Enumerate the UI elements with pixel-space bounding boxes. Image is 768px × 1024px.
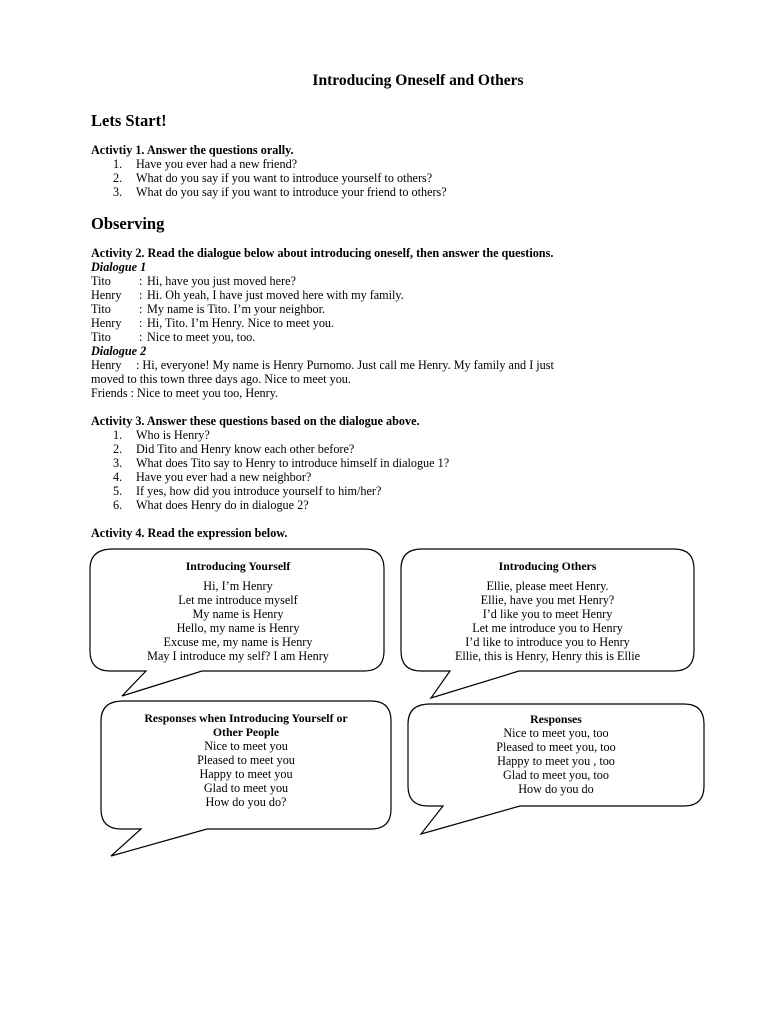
list-item: 4. Have you ever had a new neighbor? <box>113 470 312 484</box>
bubble-responses-introducing <box>105 711 387 809</box>
list-item: 2. Did Tito and Henry know each other before? <box>113 442 355 456</box>
list-item: Ellie, have you met Henry? <box>480 593 615 607</box>
list-item: 5. If yes, how did you introduce yourself to him/her? <box>113 484 382 498</box>
bubble-title: Introducing Others <box>498 559 597 573</box>
list-item: Let me introduce you to Henry <box>472 621 623 635</box>
list-item: Nice to meet you, too <box>503 726 609 740</box>
list-item: 6. What does Henry do in dialogue 2? <box>113 498 309 512</box>
dialogue-line: Henry : Hi. Oh yeah, I have just moved here with my family. <box>91 288 404 302</box>
activity3-instruction: Activity 3. Answer these questions based on the dialogue above. <box>91 414 420 428</box>
list-item: I’d like you to meet Henry <box>482 607 613 621</box>
dialogue-line: Tito : Hi, have you just moved here? <box>91 274 296 288</box>
dialogue-line: Henry : Hi, Tito. I’m Henry. Nice to meet you. <box>91 316 335 330</box>
dialogue-line: Henry : Hi, everyone! My name is Henry Purnomo. Just call me Henry. My family and I just <box>91 358 554 372</box>
bubble-responses <box>412 712 700 796</box>
list-item: Glad to meet you <box>203 781 289 795</box>
activity1-instruction: Activtiy 1. Answer the questions orally. <box>91 143 294 157</box>
list-item: Pleased to meet you <box>197 753 295 767</box>
list-item: Ellie, this is Henry, Henry this is Ellie <box>454 649 641 663</box>
list-item: 1. Who is Henry? <box>113 428 210 442</box>
list-item: Glad to meet you, too <box>503 768 609 782</box>
dialogue-line-continued: moved to this town three days ago. Nice to meet you. <box>91 372 351 386</box>
list-item: Excuse me, my name is Henry <box>163 635 313 649</box>
list-item: My name is Henry <box>192 607 284 621</box>
observing-heading: Observing <box>91 214 165 233</box>
list-item: 1. Have you ever had a new friend? <box>113 157 298 171</box>
list-item: Hi, I’m Henry <box>203 579 273 593</box>
bubble-title-continued: Other People <box>212 725 280 739</box>
list-item: Hello, my name is Henry <box>176 621 300 635</box>
list-item: 3. What does Tito say to Henry to introduce himself in dialogue 1? <box>113 456 450 470</box>
bubble-introducing-others <box>405 559 690 663</box>
activity2-instruction: Activity 2. Read the dialogue below about introducing oneself, then answer the questions. <box>91 246 554 260</box>
bubble-title: Responses <box>530 712 582 726</box>
list-item: Ellie, please meet Henry. <box>486 579 609 593</box>
list-item: Nice to meet you <box>204 739 288 753</box>
list-item: How do you do? <box>205 795 287 809</box>
dialogue-line: Friends : Nice to meet you too, Henry. <box>91 386 279 400</box>
list-item: Happy to meet you , too <box>497 754 615 768</box>
list-item: How do you do <box>518 782 594 796</box>
activity4-instruction: Activity 4. Read the expression below. <box>91 526 288 540</box>
bubble-title: Responses when Introducing Yourself or <box>144 711 348 725</box>
list-item: 3. What do you say if you want to introduce your friend to others? <box>113 185 447 199</box>
list-item: I’d like to introduce you to Henry <box>465 635 630 649</box>
dialogue2-label: Dialogue 2 <box>91 344 147 358</box>
list-item: 2. What do you say if you want to introduce yourself to others? <box>113 171 433 185</box>
bubble-introducing-yourself <box>100 559 376 663</box>
bubble-title: Introducing Yourself <box>185 559 291 573</box>
page-title: Introducing Oneself and Others <box>312 72 524 89</box>
list-item: Let me introduce myself <box>178 593 298 607</box>
list-item: Happy to meet you <box>199 767 293 781</box>
dialogue-line: Tito : My name is Tito. I’m your neighbor. <box>91 302 326 316</box>
list-item: Pleased to meet you, too <box>496 740 616 754</box>
dialogue-line: Tito : Nice to meet you, too. <box>91 330 256 344</box>
dialogue1-label: Dialogue 1 <box>91 260 147 274</box>
lets-start-heading: Lets Start! <box>91 111 167 130</box>
list-item: May I introduce my self? I am Henry <box>147 649 329 663</box>
